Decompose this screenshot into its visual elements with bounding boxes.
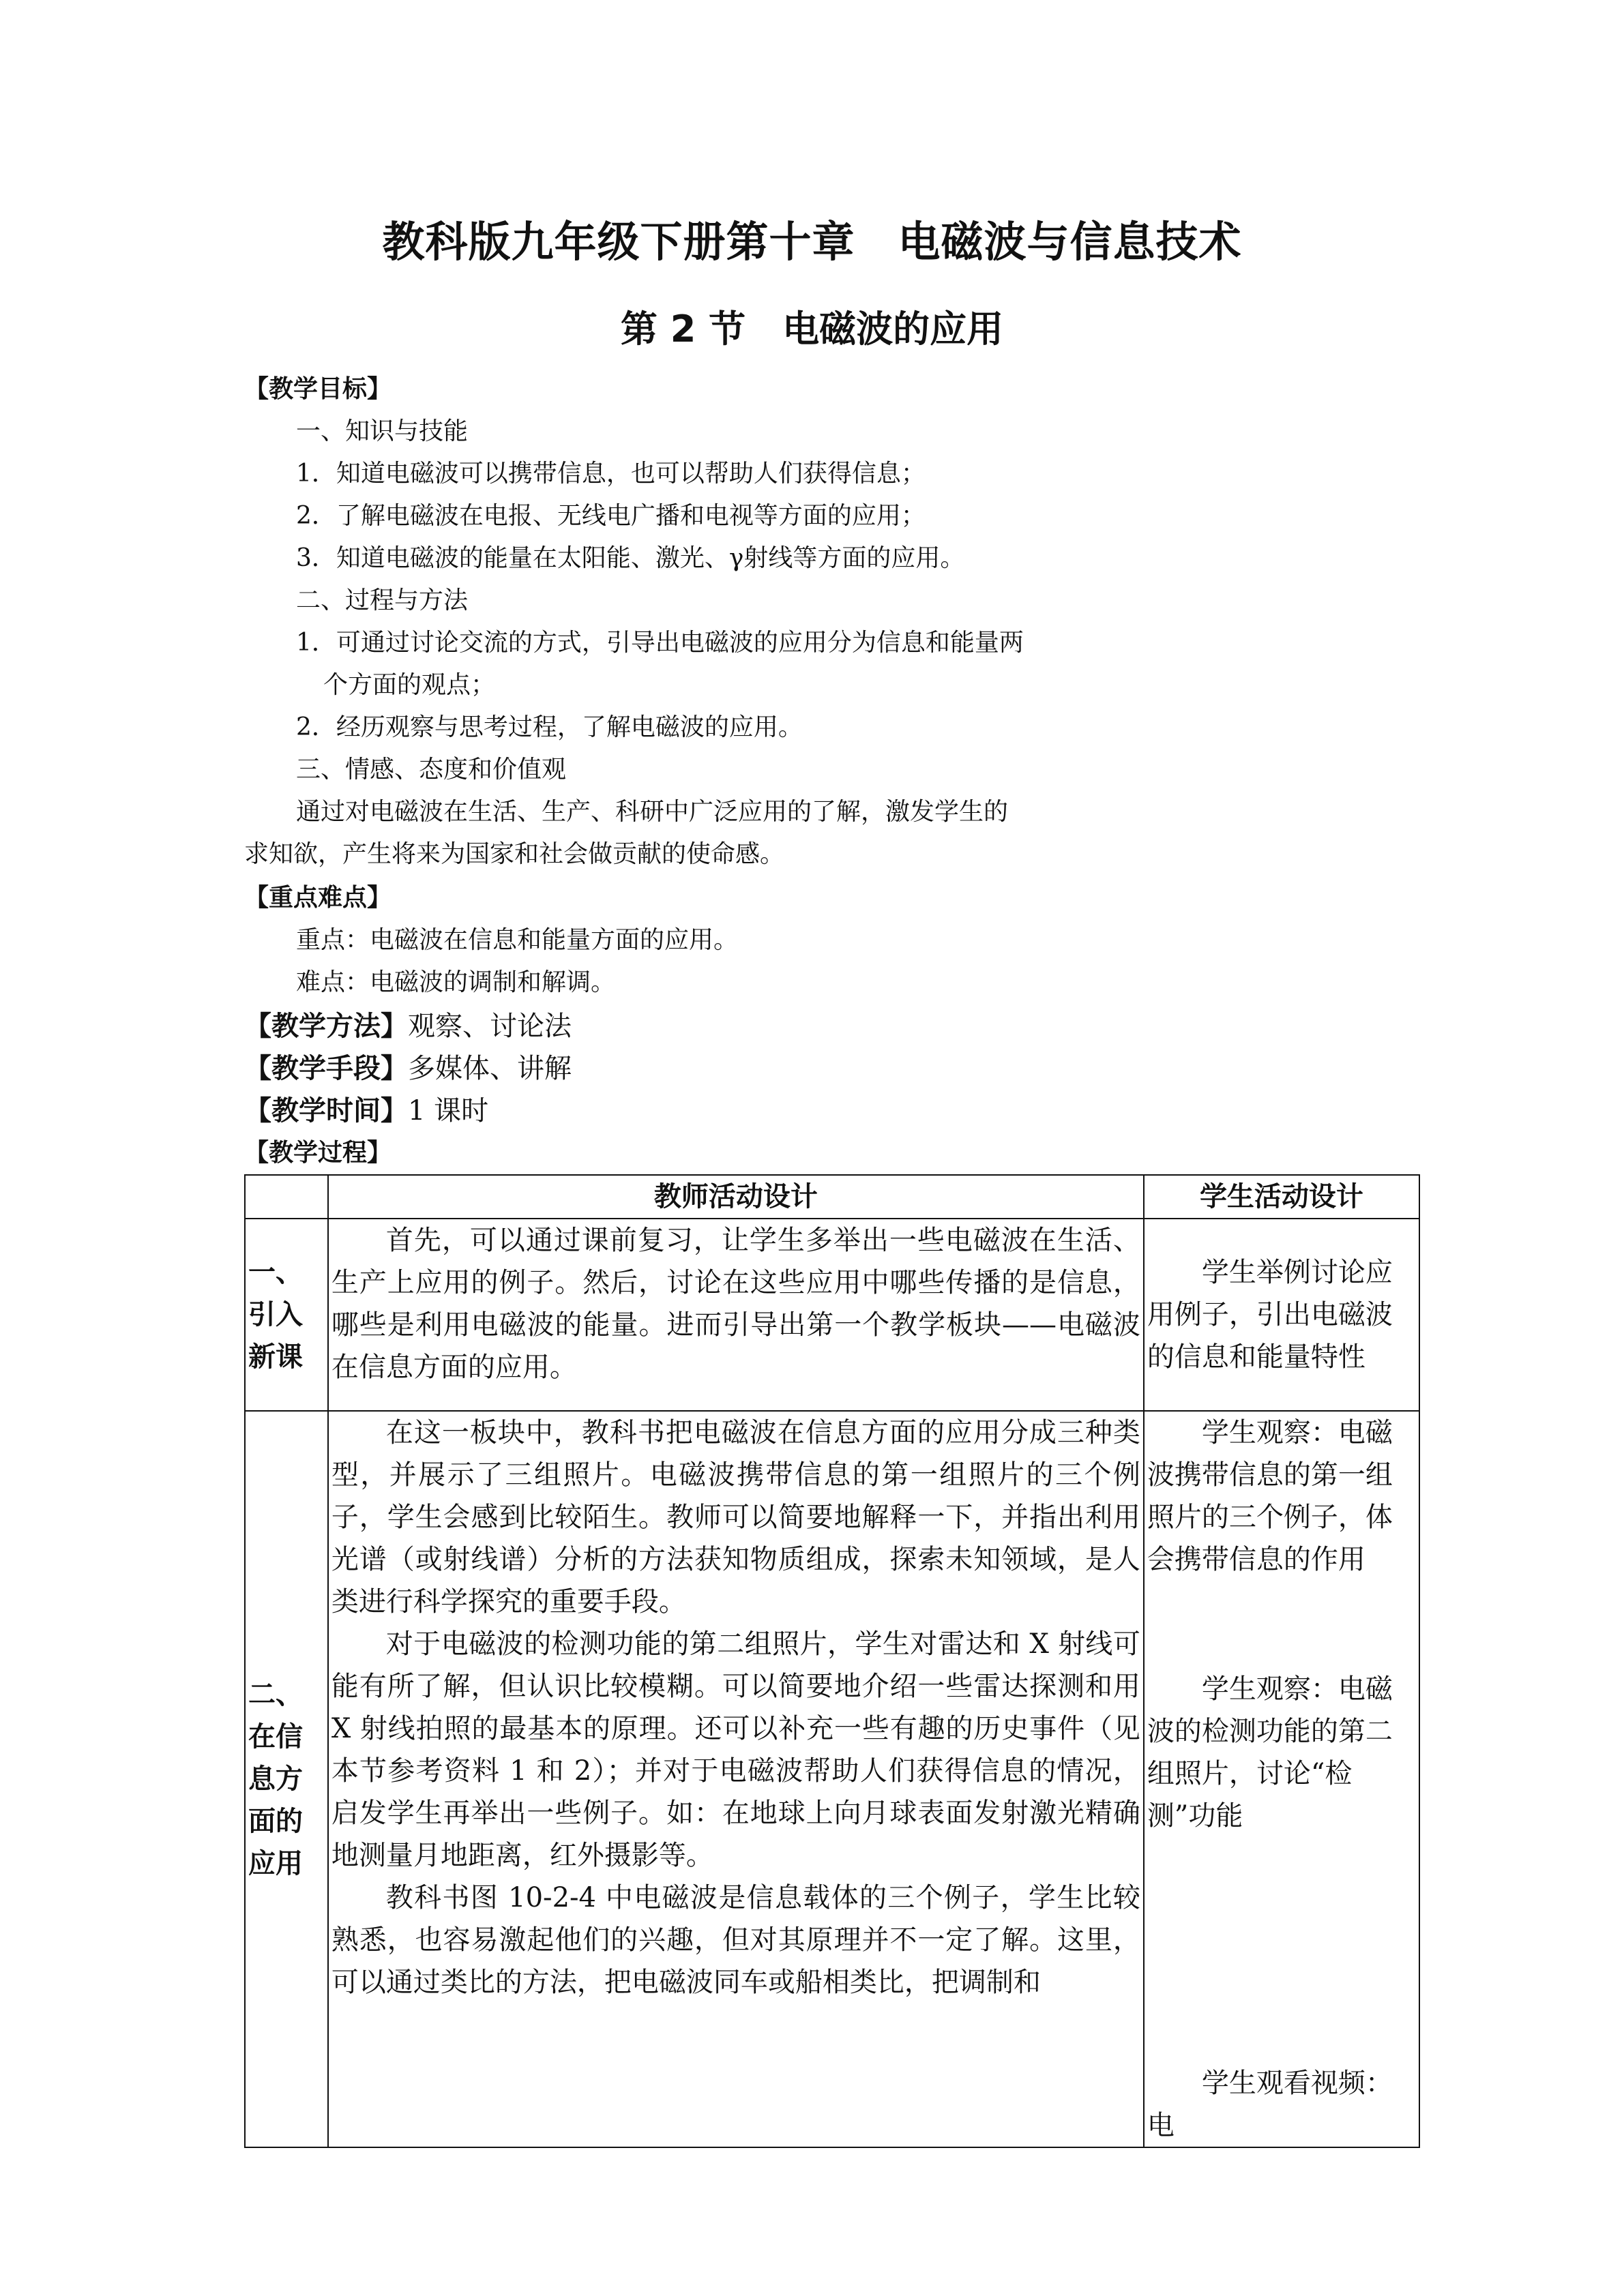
table-row: [245, 1219, 1419, 1411]
teaching-time-value: 1 课时: [408, 1095, 489, 1127]
teaching-means-value: 多媒体、讲解: [408, 1053, 572, 1084]
student-text-info-2: 学生观察：电磁波的检测功能的第二组照片，讨论“检测”功能: [1147, 1673, 1393, 1832]
emotion-line-1: 通过对电磁波在生活、生产、科研中广泛应用的了解，激发学生的: [296, 798, 1009, 826]
student-text-info-1: 学生观察：电磁波携带信息的第一组照片的三个例子，体会携带信息的作用: [1147, 1417, 1393, 1575]
knowledge-heading: 一、知识与技能: [296, 417, 469, 445]
teacher-text-info-1: 在这一板块中，教科书把电磁波在信息方面的应用分成三种类型，并展示了三组照片。电磁波携带信息的第一组照片的三个例子，学生会感到比较陌生。教师可以简要地解释一下，并指出利用光谱（或射线谱）分析的方法获知物质组成，探索未知领域，是人类进行科学探究的重要手段。: [331, 1417, 1140, 1617]
teaching-method: [244, 1005, 572, 1047]
stage-label-intro: 一、引入新课: [245, 1219, 328, 1411]
key-point: 重点：电磁波在信息和能量方面的应用。: [296, 926, 739, 954]
teacher-cell-intro: [328, 1219, 1144, 1411]
teaching-means-label: 【教学手段】: [244, 1053, 408, 1084]
process-item-1-line-2: 个方面的观点；: [323, 671, 496, 699]
knowledge-item-1: 1．知道电磁波可以携带信息，也可以帮助人们获得信息；: [296, 460, 926, 488]
student-cell-info: [1144, 1411, 1419, 2147]
difficulty-point: 难点：电磁波的调制和解调。: [296, 968, 616, 996]
teacher-cell-info: [328, 1411, 1144, 2147]
knowledge-item-3: 3．知道电磁波的能量在太阳能、激光、γ射线等方面的应用。: [296, 544, 965, 572]
teaching-method-label: 【教学方法】: [244, 1011, 408, 1042]
objectives-heading: 【教学目标】: [244, 375, 392, 403]
teaching-time-label: 【教学时间】: [244, 1095, 408, 1127]
stage-label-info: 二、在信息方面的应用: [245, 1411, 328, 2147]
table-row: [245, 1411, 1419, 2147]
student-cell-intro: [1144, 1219, 1419, 1411]
key-points-heading: 【重点难点】: [244, 884, 392, 912]
knowledge-item-2: 2．了解电磁波在电报、无线电广播和电视等方面的应用；: [296, 502, 926, 530]
student-text-intro: 学生举例讨论应用例子，引出电磁波的信息和能量特性: [1147, 1257, 1393, 1373]
teaching-time: [244, 1090, 488, 1132]
student-text-info-3: 学生观看视频：电: [1147, 2068, 1393, 2141]
teaching-process-table: [244, 1174, 1420, 2148]
table-header-row: [245, 1175, 1419, 1219]
emotion-heading: 三、情感、态度和价值观: [296, 756, 567, 784]
header-stage: [245, 1175, 328, 1219]
header-teacher: 教师活动设计: [328, 1175, 1144, 1219]
teaching-means: [244, 1047, 572, 1090]
document-title: 教科版九年级下册第十章 电磁波与信息技术: [382, 217, 1242, 267]
emotion-line-2: 求知欲，产生将来为国家和社会做贡献的使命感。: [244, 840, 785, 868]
teacher-text-info-2: 对于电磁波的检测功能的第二组照片，学生对雷达和 X 射线可能有所了解，但认识比较模糊。可以简要地介绍一些雷达探测和用 X 射线拍照的最基本的原理。还可以补充一些有趣的历史事件（见本节参考资料 1 和 2）；并对于电磁波帮助人们获得信息的情况，启发学生再举出一些例子。如：在地球上向月球表面发射激光精确地测量月地距离，红外摄影等。: [331, 1628, 1140, 1871]
teaching-method-value: 观察、讨论法: [408, 1011, 572, 1042]
process-item-1-line-1: 1．可通过讨论交流的方式，引导出电磁波的应用分为信息和能量两: [296, 629, 1024, 657]
teacher-text-intro: 首先，可以通过课前复习，让学生多举出一些电磁波在生活、生产上应用的例子。然后，讨论在这些应用中哪些传播的是信息，哪些是利用电磁波的能量。进而引导出第一个教学板块——电磁波在信息方面的应用。: [331, 1225, 1140, 1383]
section-title: 第 2 节 电磁波的应用: [620, 308, 1004, 351]
process-table-heading: 【教学过程】: [244, 1139, 392, 1167]
process-heading: 二、过程与方法: [296, 586, 469, 614]
header-student: 学生活动设计: [1144, 1175, 1419, 1219]
teacher-text-info-3: 教科书图 10-2-4 中电磁波是信息载体的三个例子，学生比较熟悉，也容易激起他们的兴趣，但对其原理并不一定了解。这里，可以通过类比的方法，把电磁波同车或船相类比，把调制和: [331, 1882, 1140, 1998]
process-item-2: 2．经历观察与思考过程，了解电磁波的应用。: [296, 713, 803, 741]
